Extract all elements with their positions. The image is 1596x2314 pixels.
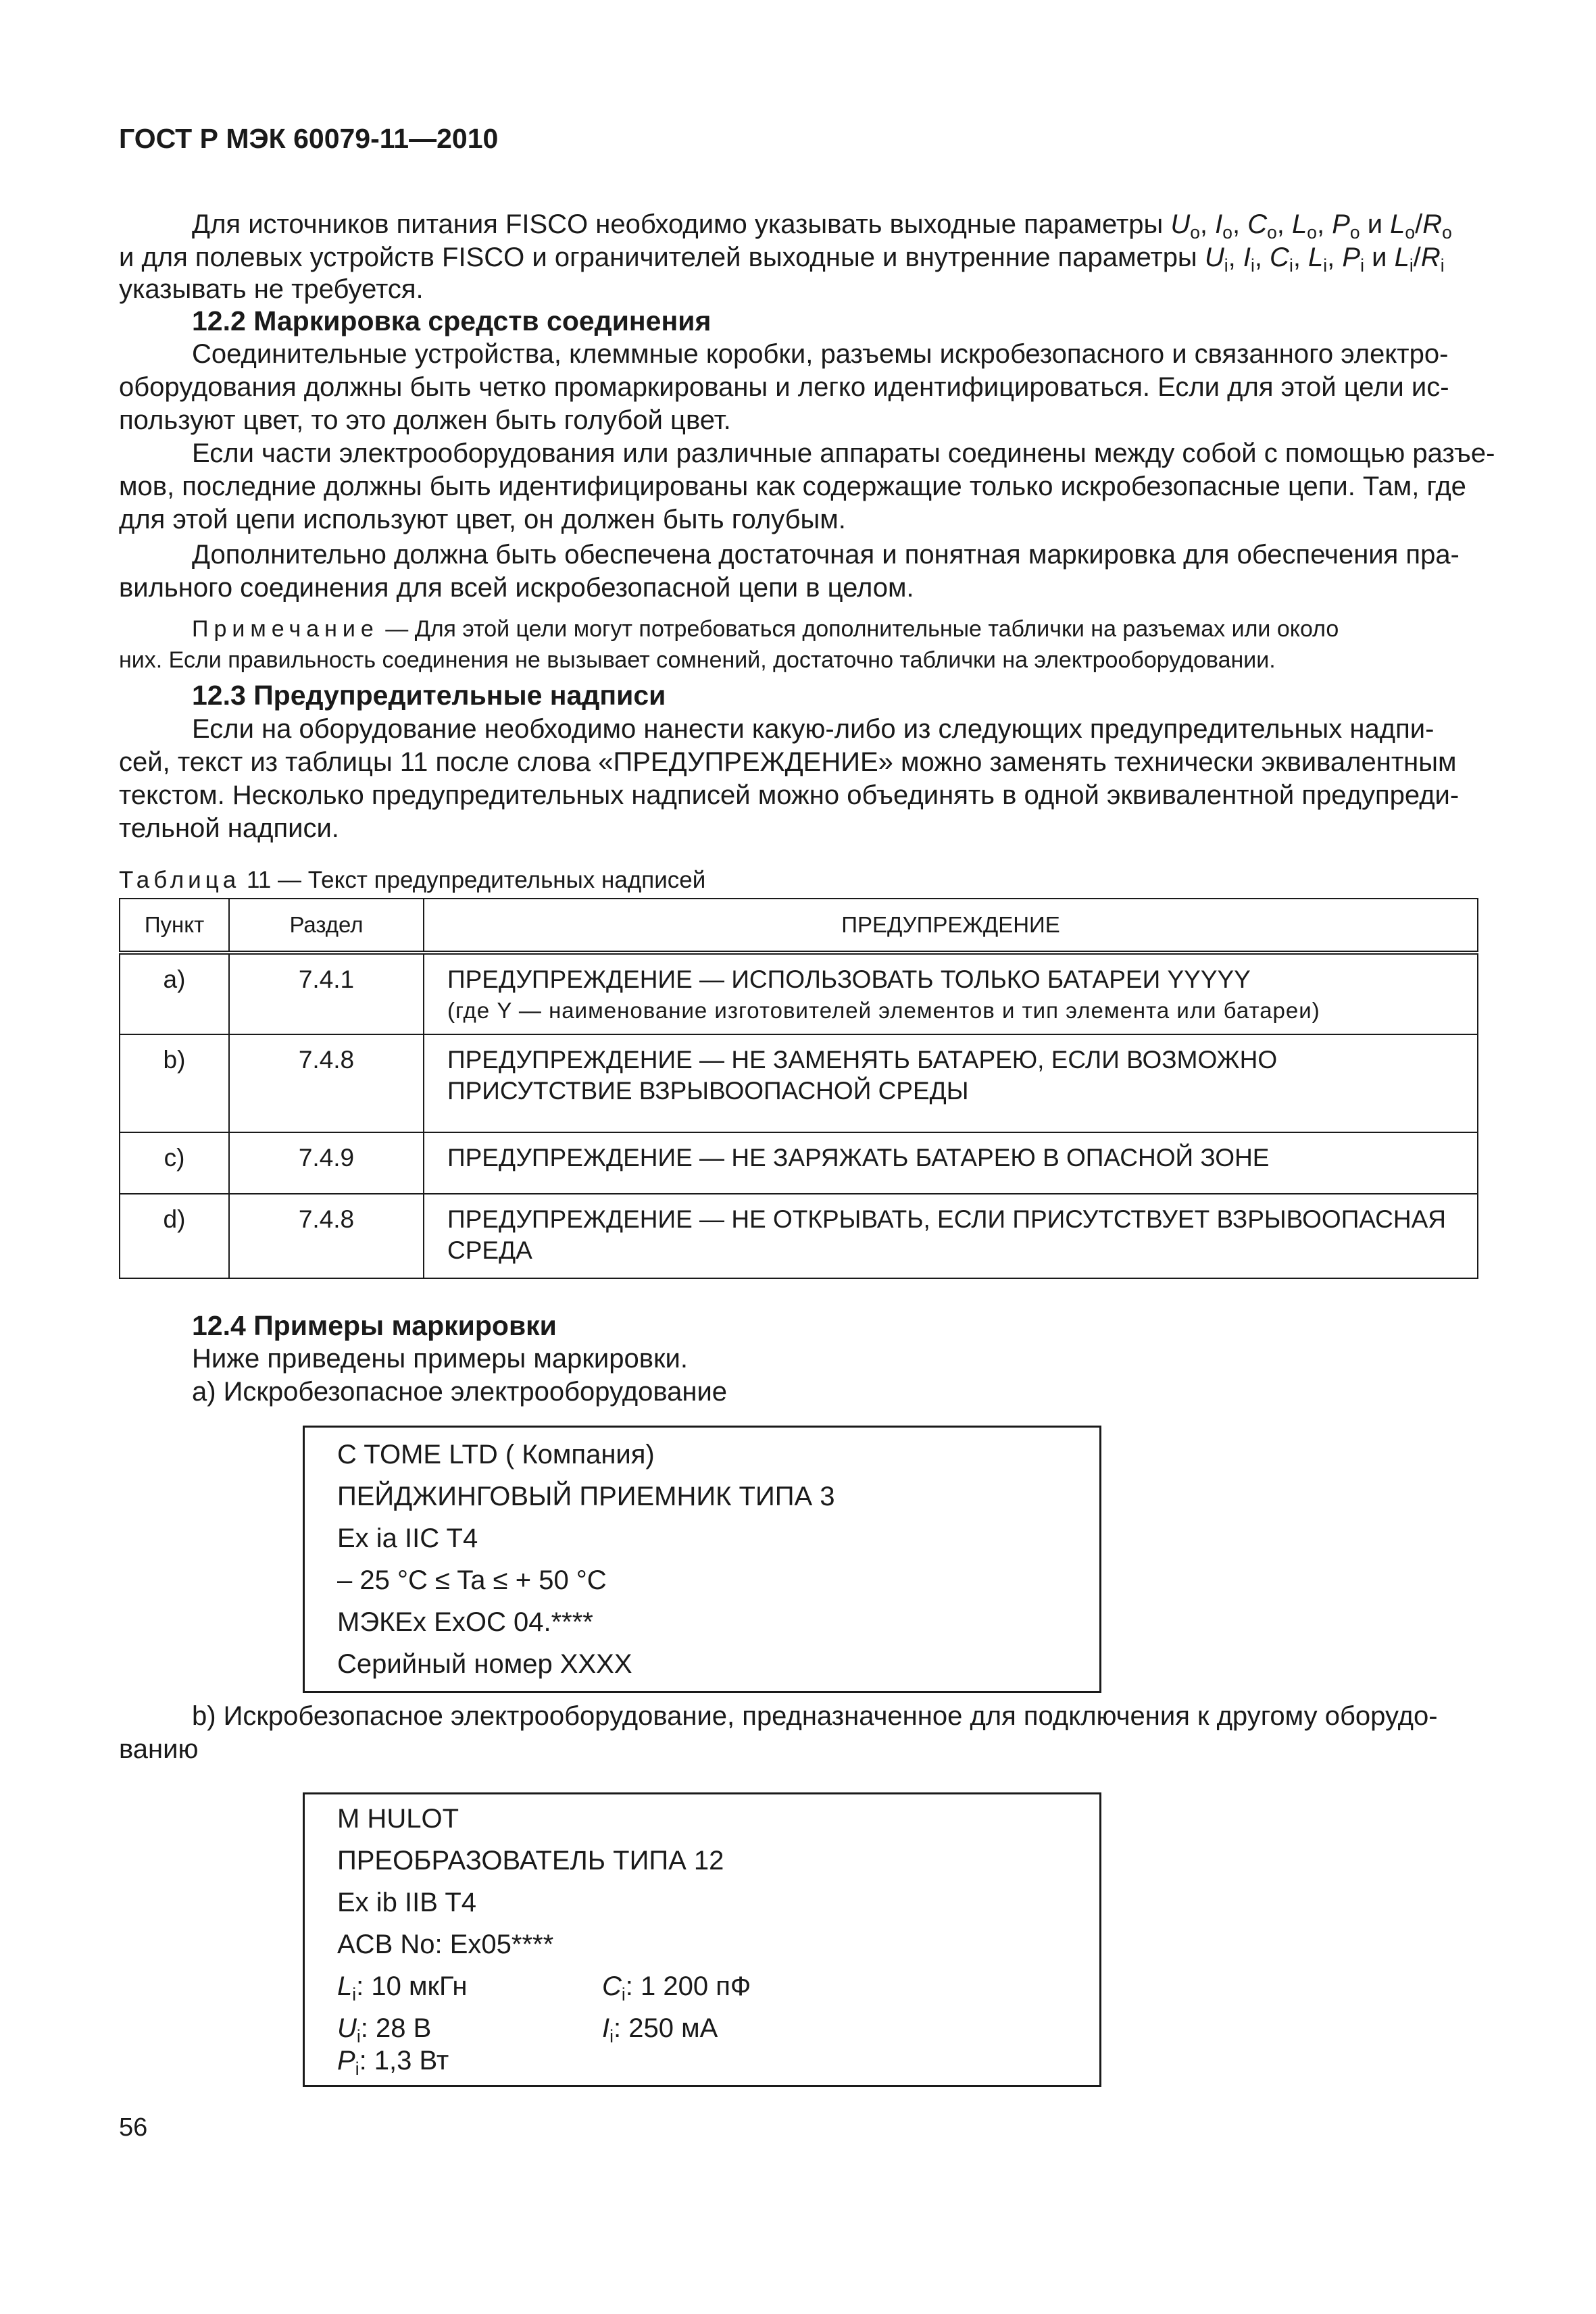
intro-line-2: и для полевых устройств FISCO и ограничителей выходные и внутренние параметры $U_i$, $I_i$, $C_i$, $L_i$, $P_i$ и $L_i/R_i$ [119,243,1445,276]
cell-warning: ПРЕДУПРЕЖДЕНИЕ — НЕ ЗАМЕНЯТЬ БАТАРЕЮ, ЕСЛИ ВОЗМОЖНО ПРИСУТСТВИЕ ВЗРЫВООПАСНОЙ СРЕДЫ [424,1034,1478,1133]
cell-item: c) [120,1132,229,1193]
example-a-label: а) Искробезопасное электрооборудование [192,1377,728,1407]
intro-line-1: Для источников питания FISCO необходимо указывать выходные параметры $U_o$, $I_o$, $C_o$, $L_o$, $P_o$ и $L_o/R_o$ [192,209,1452,243]
box-b-line: Ex ib IIB T4 [337,1888,477,1917]
sec-12-2-p2-line-1: Если части электрооборудования или различные аппараты соединены между собой с помощью разъе- [192,438,1495,468]
cell-item: a) [120,953,229,1034]
column-header-warning: ПРЕДУПРЕЖДЕНИЕ [424,899,1478,953]
param-capacitance: $C_i$: 1 200 пФ [602,1971,751,2005]
sec-12-2-p3-line-1: Дополнительно должна быть обеспечена достаточная и понятная маркировка для обеспечения пра- [192,540,1460,570]
table-row [120,953,1478,1034]
box-b-line: M HULOT [337,1804,459,1834]
cell-item: b) [120,1034,229,1133]
section-12-4-heading: 12.4 Примеры маркировки [192,1310,557,1341]
sec-12-2-p1-line-3: пользуют цвет, то это должен быть голубой цвет. [119,405,731,435]
section-12-3-heading: 12.3 Предупредительные надписи [192,680,666,711]
marking-box-b [303,1792,1101,2087]
table-row [120,1194,1478,1278]
intro-line-3: указывать не требуется. [119,274,424,304]
sec-12-2-p2-line-3: для этой цепи используют цвет, он должен быть голубым. [119,505,846,534]
cell-item: d) [120,1194,229,1278]
cell-section: 7.4.8 [229,1034,424,1133]
cell-section: 7.4.1 [229,953,424,1034]
cell-warning: ПРЕДУПРЕЖДЕНИЕ — НЕ ЗАРЯЖАТЬ БАТАРЕЮ В ОПАСНОЙ ЗОНЕ [424,1132,1478,1193]
param-power: $P_i$: 1,3 Вт [337,2046,449,2079]
document-header: ГОСТ Р МЭК 60079-11—2010 [119,123,499,154]
marking-box-a [303,1426,1101,1693]
cell-warning: ПРЕДУПРЕЖДЕНИЕ — НЕ ОТКРЫВАТЬ, ЕСЛИ ПРИСУТСТВУЕТ ВЗРЫВООПАСНАЯ СРЕДА [424,1194,1478,1278]
column-header-section: Раздел [229,899,424,953]
table-row [120,1034,1478,1133]
table-header-row [120,899,1478,953]
note-label: Примечание [192,616,379,642]
sec-12-3-line-1: Если на оборудование необходимо нанести какую-либо из следующих предупредительных надпи- [192,714,1435,744]
param-inductance: $L_i$: 10 мкГн [337,1971,468,2005]
box-a-line: C TOME LTD ( Компания) [337,1440,655,1469]
page-number: 56 [119,2113,148,2142]
param-voltage: $U_i$: 28 В [337,2013,432,2046]
note-line-2: них. Если правильность соединения не вызывает сомнений, достаточно таблички на электрооборудовании. [119,647,1276,673]
example-b-label-line-1: b) Искробезопасное электрооборудование, предназначенное для подключения к другому оборудо- [192,1701,1438,1731]
sec-12-2-p1-line-2: оборудования должны быть четко промаркированы и легко идентифицироваться. Если для этой цели ис- [119,372,1449,402]
sec-12-3-line-2: сей, текст из таблицы 11 после слова «ПРЕДУПРЕЖДЕНИЕ» можно заменять технически эквивалентным [119,747,1457,777]
box-b-line: ACB No: Ex05**** [337,1930,554,1959]
intro-line-2-text: и для полевых устройств FISCO и ограничителей выходные и внутренние параметры [119,243,1197,272]
sec-12-2-p3-line-2: вильного соединения для всей искробезопасной цепи в целом. [119,573,914,603]
cell-section: 7.4.8 [229,1194,424,1278]
sec-12-3-line-4: тельной надписи. [119,813,339,843]
table-11-caption: Таблица 11 — Текст предупредительных надписей [119,867,706,893]
table-row [120,1132,1478,1193]
table-11 [119,898,1478,1279]
cell-section: 7.4.9 [229,1132,424,1193]
column-header-item: Пункт [120,899,229,953]
cell-warning: ПРЕДУПРЕЖДЕНИЕ — ИСПОЛЬЗОВАТЬ ТОЛЬКО БАТАРЕИ YYYYY (где Y — наименование изготовителей элементов и тип элемента или батареи) [424,953,1478,1034]
example-b-label-line-2: ванию [119,1734,199,1764]
note-line-1: Примечание — Для этой цели могут потребоваться дополнительные таблички на разъемах или около [192,616,1339,642]
box-a-line: Ex ia IIC T4 [337,1524,478,1553]
box-a-line: ПЕЙДЖИНГОВЫЙ ПРИЕМНИК ТИПА 3 [337,1482,835,1511]
section-12-2-heading: 12.2 Маркировка средств соединения [192,305,712,336]
sec-12-2-p1-line-1: Соединительные устройства, клеммные коробки, разъемы искробезопасного и связанного электро- [192,339,1449,369]
box-a-line: Серийный номер XXXX [337,1649,632,1679]
intro-line-1-text: Для источников питания FISCO необходимо указывать выходные параметры [192,209,1164,239]
param-current: $I_i$: 250 мА [602,2013,718,2046]
box-a-line: МЭКEx ExOC 04.**** [337,1607,593,1637]
sec-12-3-line-3: текстом. Несколько предупредительных надписей можно объединять в одной эквивалентной предупреди- [119,780,1460,810]
sec-12-4-intro: Ниже приведены примеры маркировки. [192,1344,688,1374]
box-b-line: ПРЕОБРАЗОВАТЕЛЬ ТИПА 12 [337,1846,724,1876]
sec-12-2-p2-line-2: мов, последние должны быть идентифицированы как содержащие только искробезопасные цепи. Там, где [119,472,1466,501]
box-a-line: – 25 °C ≤ Ta ≤ + 50 °C [337,1565,607,1595]
